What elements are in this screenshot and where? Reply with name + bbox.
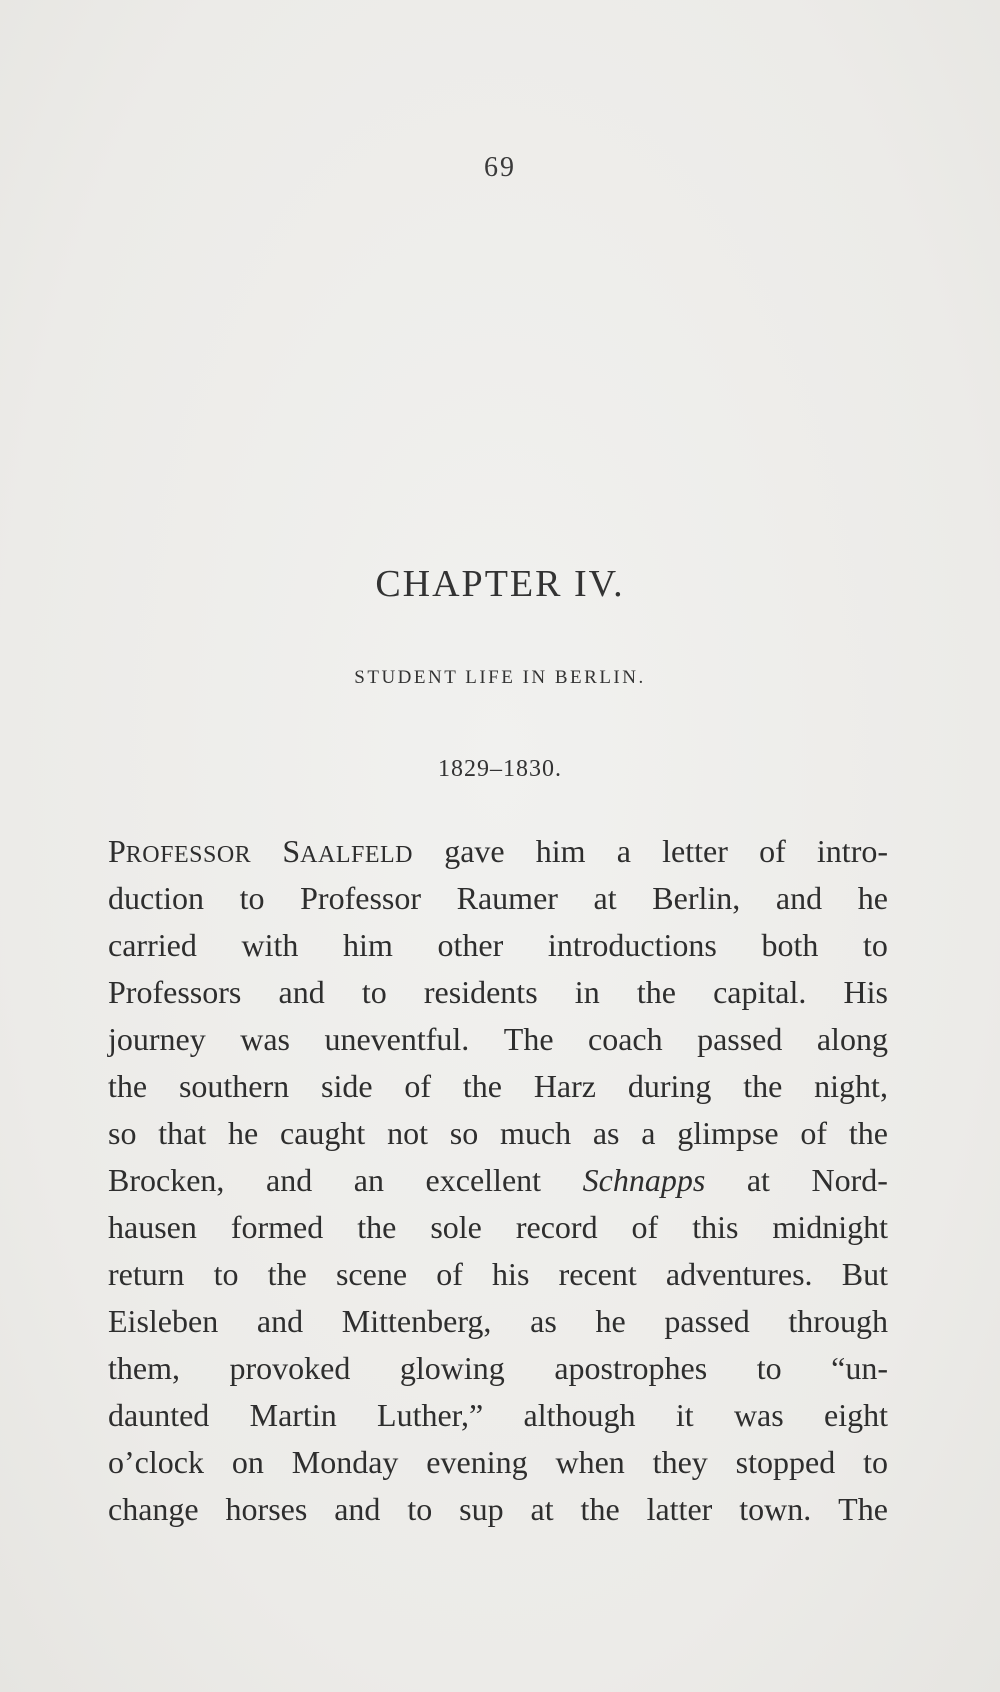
word: formed [230,1209,324,1245]
word: although [523,1397,636,1433]
word: an [353,1162,384,1198]
small-caps-word: SAALFELD [282,833,413,869]
word: The [838,1491,888,1527]
word: to [239,880,265,916]
word: of [631,1209,659,1245]
word: night, [814,1068,888,1104]
word: and [775,880,823,916]
word: the [580,1491,620,1527]
text-line-4 [108,969,888,1016]
word: latter [646,1491,713,1527]
word: so [108,1115,137,1151]
word: when [555,1444,625,1480]
word: to [407,1491,433,1527]
text-line-10 [108,1251,888,1298]
word: on [231,1444,264,1480]
word: Professors [108,974,242,1010]
text-line-13 [108,1392,888,1439]
word: the [108,1068,148,1104]
word: eight [824,1397,888,1433]
word: his [492,1256,530,1292]
word: and [265,1162,313,1198]
word: both [761,927,819,963]
word: carried [108,927,197,963]
word: introductions [547,927,717,963]
word: so [449,1115,479,1151]
word: horses [225,1491,308,1527]
word: recent [558,1256,637,1292]
chapter-dates: 1829–1830. [438,756,562,782]
word: But [841,1256,888,1292]
word: passed [664,1303,750,1339]
word: hausen [108,1209,197,1245]
text-line-9 [108,1204,888,1251]
word: this [692,1209,739,1245]
word: to [213,1256,239,1292]
word: was [240,1021,290,1057]
word: as [592,1115,620,1151]
word: and [334,1491,381,1527]
word: sup [459,1491,504,1527]
word: them, [108,1350,180,1386]
word: as [530,1303,557,1339]
word: scene [335,1256,408,1292]
word: coach [587,1021,663,1057]
word: Brocken, [108,1162,225,1198]
word: record [515,1209,598,1245]
word: southern [178,1068,290,1104]
word: not [387,1115,428,1151]
word: Raumer [456,880,558,916]
text-line-15 [108,1486,888,1533]
word: midnight [772,1209,888,1245]
word: and [278,974,325,1010]
word: him [535,833,586,869]
word: Nord- [811,1162,888,1198]
word: return [108,1256,185,1292]
word: to [756,1350,782,1386]
word: during [627,1068,712,1104]
word: the [743,1068,783,1104]
word: that [158,1115,207,1151]
word: journey [108,1021,206,1057]
word: at [530,1491,554,1527]
word: sole [430,1209,482,1245]
word: with [241,927,299,963]
word: daunted [108,1397,210,1433]
word: along [816,1021,888,1057]
word: letter [662,833,728,869]
word: at [746,1162,770,1198]
word: of [436,1256,463,1292]
text-line-1 [108,828,888,875]
word: town. [739,1491,812,1527]
word: him [343,927,393,963]
word: was [733,1397,784,1433]
text-line-2 [108,875,888,922]
word: the [267,1256,307,1292]
word: of [800,1115,828,1151]
word: stopped [735,1444,836,1480]
word: the [848,1115,888,1151]
word: evening [426,1444,528,1480]
word: uneventful. [324,1021,470,1057]
word: His [843,974,888,1010]
word: the [462,1068,502,1104]
word: Mittenberg, [341,1303,492,1339]
word: they [652,1444,708,1480]
word: to [361,974,387,1010]
word: excellent [425,1162,542,1198]
word: in [574,974,600,1010]
word: Eisleben [108,1303,219,1339]
word: Martin [249,1397,337,1433]
word: capital. [713,974,807,1010]
word: change [108,1491,199,1527]
text-line-5 [108,1016,888,1063]
word: it [675,1397,694,1433]
word: Professor [300,880,421,916]
text-line-11 [108,1298,888,1345]
word: side [320,1068,373,1104]
text-line-3 [108,922,888,969]
word: gave [444,833,505,869]
word: a [616,833,631,869]
word: at [593,880,617,916]
word: the [636,974,676,1010]
small-caps-word: PROFESSOR [108,833,252,869]
text-line-7 [108,1110,888,1157]
text-line-12 [108,1345,888,1392]
text-line-14 [108,1439,888,1486]
text-line-6 [108,1063,888,1110]
word: The [503,1021,554,1057]
italic-word: Schnapps [582,1162,706,1198]
word: caught [279,1115,366,1151]
word: Harz [533,1068,596,1104]
word: of [759,833,786,869]
text-line-8 [108,1157,888,1204]
word: glowing [399,1350,505,1386]
word: duction [108,880,204,916]
word: he [228,1115,259,1151]
word: passed [697,1021,783,1057]
chapter-subtitle: STUDENT LIFE IN BERLIN. [354,667,646,688]
word: a [641,1115,656,1151]
body-paragraph [108,828,888,1533]
word: Berlin, [652,880,741,916]
word: adventures. [665,1256,813,1292]
word: “un- [831,1350,888,1386]
word: provoked [229,1350,351,1386]
word: the [357,1209,397,1245]
word: glimpse [677,1115,779,1151]
word: much [499,1115,572,1151]
word: of [404,1068,432,1104]
chapter-title: CHAPTER IV. [375,563,625,605]
word: Monday [291,1444,399,1480]
word: to [863,927,888,963]
word: through [788,1303,888,1339]
word: intro- [816,833,888,869]
word: to [863,1444,888,1480]
word: o’clock [108,1444,204,1480]
word: and [256,1303,304,1339]
word: other [437,927,504,963]
page-number: 69 [484,152,516,183]
word: Luther,” [377,1397,484,1433]
word: he [595,1303,626,1339]
word: residents [423,974,538,1010]
word: apostrophes [554,1350,708,1386]
word: he [857,880,888,916]
